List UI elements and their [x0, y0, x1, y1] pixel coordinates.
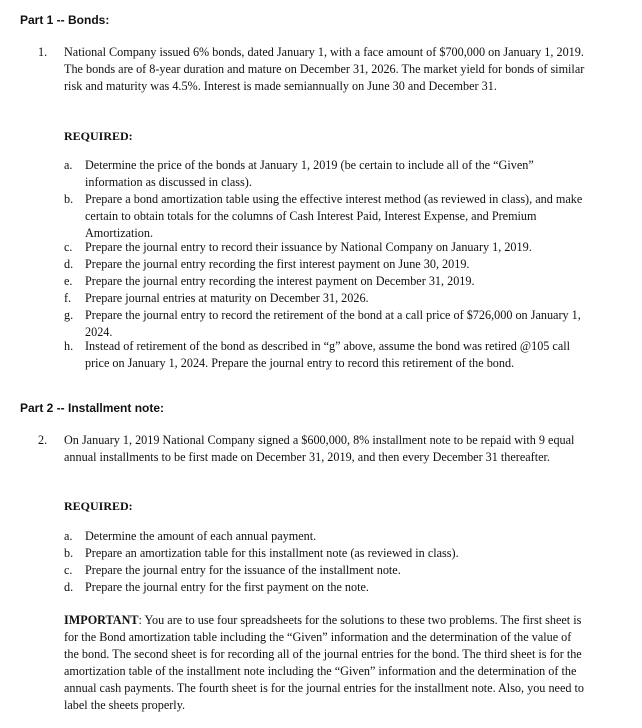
- item-text: Prepare an amortization table for this installment note (as reviewed in class).: [85, 546, 459, 560]
- important-label: IMPORTANT: [64, 613, 139, 627]
- item-text: Prepare the journal entry to record their issuance by National Company on January 1, 2019.: [85, 240, 532, 254]
- item-letter: c.: [64, 563, 73, 577]
- problem-2: [38, 432, 598, 466]
- part1-required-heading: REQUIRED:: [64, 129, 133, 143]
- part2-item-c: [64, 562, 594, 579]
- item-text: Prepare the journal entry for the first payment on the note.: [85, 580, 369, 594]
- problem-1-text: National Company issued 6% bonds, dated January 1, with a face amount of $700,000 on January 1, 2019. The bonds are of 8-year duration and mature on December 31, 2026. The market yield for bonds of similar risk and maturity was 4.5%. Interest is made semiannually on June 30 and December 31.: [64, 45, 585, 93]
- item-letter: d.: [64, 257, 74, 271]
- problem-2-number: 2.: [38, 433, 48, 447]
- item-letter: c.: [64, 240, 73, 254]
- item-text: Determine the price of the bonds at January 1, 2019 (be certain to include all of the “Given” information as discussed in class).: [85, 158, 534, 189]
- part1-item-f: [64, 290, 594, 307]
- item-letter: b.: [64, 546, 74, 560]
- part2-required-heading: REQUIRED:: [64, 499, 133, 513]
- part1-item-c: [64, 239, 594, 256]
- problem-1: [38, 44, 598, 95]
- item-text: Prepare journal entries at maturity on December 31, 2026.: [85, 291, 369, 305]
- part1-item-b: [64, 191, 594, 242]
- item-letter: h.: [64, 339, 74, 353]
- item-letter: g.: [64, 308, 74, 322]
- item-text: Prepare the journal entry recording the first interest payment on June 30, 2019.: [85, 257, 470, 271]
- item-text: Determine the amount of each annual payment.: [85, 529, 317, 543]
- problem-2-text: On January 1, 2019 National Company signed a $600,000, 8% installment note to be repaid with 9 equal annual installments to be first made on December 31, 2019, and then every December 31 thereafter.: [64, 433, 575, 464]
- item-letter: a.: [64, 158, 73, 172]
- item-letter: e.: [64, 274, 73, 288]
- part1-item-h: [64, 338, 594, 372]
- item-letter: b.: [64, 192, 74, 206]
- part2-item-a: [64, 528, 594, 545]
- item-letter: a.: [64, 529, 73, 543]
- important-text: : You are to use four spreadsheets for the solutions to these two problems. The first sheet is for the Bond amortization table including the “Given” information and the determination of the value of the bond. The second sheet is for recording all of the journal entries for the bond. The third sheet is for the amortization table of the installment note including the “Given” information and the determination of the annual cash payments. The fourth sheet is for the journal entries for the installment note. Also, you need to label the sheets properly.: [64, 613, 584, 712]
- part2-item-b: [64, 545, 594, 562]
- item-text: Prepare the journal entry for the issuance of the installment note.: [85, 563, 401, 577]
- item-text: Instead of retirement of the bond as described in “g” above, assume the bond was retired @105 call price on January 1, 2024. Prepare the journal entry to record this retirement of the bond.: [85, 339, 571, 370]
- part1-item-e: [64, 273, 594, 290]
- part2-title: Part 2 -- Installment note:: [20, 401, 165, 415]
- item-text: Prepare a bond amortization table using the effective interest method (as reviewed in class), and make certain to obtain totals for the columns of Cash Interest Paid, Interest Expense, and Premium Amortization.: [85, 192, 583, 240]
- item-letter: f.: [64, 291, 72, 305]
- part1-item-a: [64, 157, 594, 191]
- item-text: Prepare the journal entry to record the retirement of the bond at a call price of $726,000 on January 1, 2024.: [85, 308, 581, 339]
- part1-title: Part 1 -- Bonds:: [20, 13, 110, 27]
- item-letter: d.: [64, 580, 74, 594]
- part1-item-g: [64, 307, 594, 341]
- item-text: Prepare the journal entry recording the interest payment on December 31, 2019.: [85, 274, 475, 288]
- important-note: [64, 612, 584, 714]
- problem-1-number: 1.: [38, 45, 48, 59]
- part2-item-d: [64, 579, 594, 596]
- part1-item-d: [64, 256, 594, 273]
